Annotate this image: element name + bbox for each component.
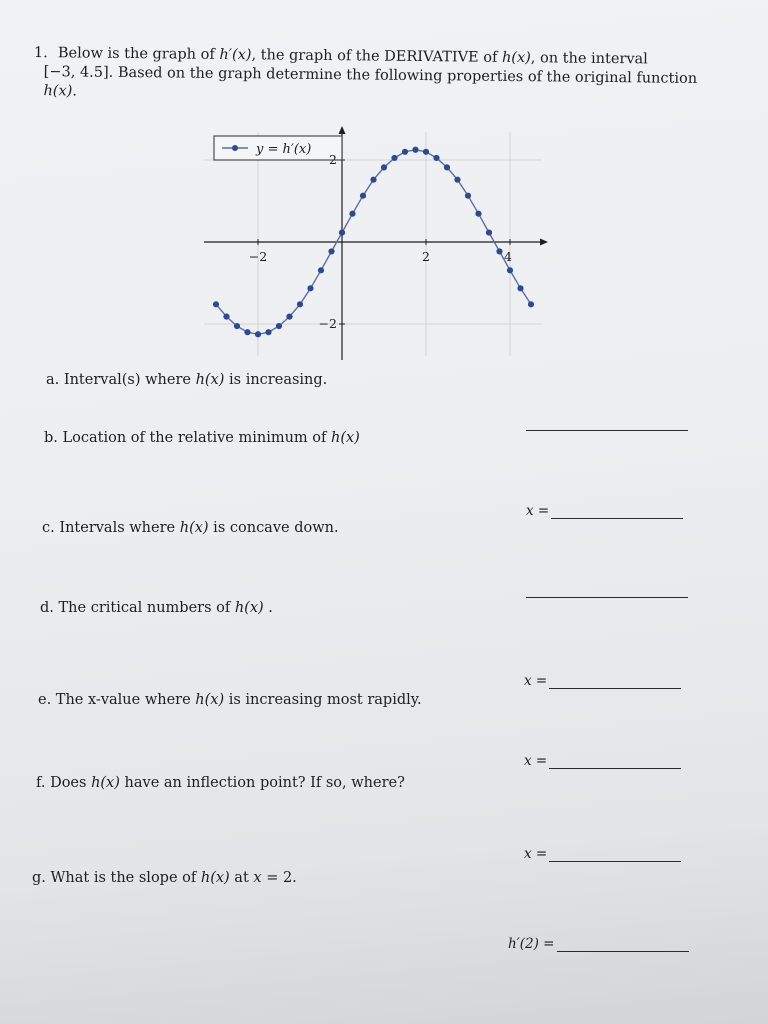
data-point: [496, 248, 502, 254]
derivative-graph: [196, 124, 556, 364]
question-e: e. The x-value where h(x) is increasing most rapidly.: [38, 692, 422, 708]
answer-a: [526, 418, 688, 431]
problem-number: 1.: [33, 44, 48, 62]
data-point: [465, 193, 471, 199]
answer-e: [524, 753, 681, 769]
data-point: [339, 229, 345, 235]
data-point: [318, 267, 324, 273]
data-point: [381, 164, 387, 170]
data-point: [370, 177, 376, 183]
data-point: [486, 229, 492, 235]
tick-label-y-2: 2: [329, 152, 337, 167]
answer-g: [508, 936, 689, 952]
data-point: [328, 248, 334, 254]
data-point: [234, 323, 240, 329]
data-point: [286, 314, 292, 320]
problem-line-3: h(x).: [43, 83, 78, 100]
question-c: c. Intervals where h(x) is concave down.: [42, 520, 339, 536]
tick-label-y-neg2: −2: [318, 316, 337, 331]
axes: [204, 126, 548, 360]
answer-blank-c[interactable]: [526, 585, 688, 598]
answer-d: [524, 673, 681, 689]
grid-lines: [204, 132, 542, 356]
answer-blank-g[interactable]: [557, 939, 689, 952]
legend-label: y = h′(x): [256, 142, 312, 157]
problem-line-1: Below is the graph of h′(x), the graph of the DERIVATIVE of h(x), on the interval: [57, 45, 648, 68]
y-axis-arrow: [339, 126, 346, 134]
data-point: [423, 149, 429, 155]
data-point: [244, 329, 250, 335]
data-point: [276, 323, 282, 329]
answer-blank-a[interactable]: [526, 418, 688, 431]
data-point: [307, 285, 313, 291]
answer-label-b: x =: [526, 503, 550, 519]
data-point: [255, 331, 261, 337]
answer-b: [526, 503, 683, 519]
tick-label-x-2: 2: [422, 249, 430, 264]
data-point: [412, 147, 418, 153]
answer-blank-f[interactable]: [549, 849, 681, 862]
data-point: [528, 301, 534, 307]
data-point: [360, 193, 366, 199]
data-point: [454, 177, 460, 183]
tick-label-x-4: 4: [504, 249, 512, 264]
question-d: d. The critical numbers of h(x) .: [40, 600, 273, 616]
data-point: [433, 155, 439, 161]
data-point: [265, 329, 271, 335]
answer-blank-d[interactable]: [549, 676, 681, 689]
data-point: [349, 211, 355, 217]
data-point: [223, 314, 229, 320]
tick-label-x-neg2: −2: [248, 249, 268, 264]
data-point: [475, 211, 481, 217]
question-f: f. Does h(x) have an inflection point? If so, where?: [36, 775, 405, 791]
answer-blank-b[interactable]: [551, 506, 683, 519]
data-point: [517, 285, 523, 291]
answer-label-d: x =: [524, 673, 548, 689]
question-g: g. What is the slope of h(x) at x = 2.: [32, 870, 297, 886]
data-point: [297, 301, 303, 307]
data-point: [391, 155, 397, 161]
answer-label-e: x =: [524, 753, 548, 769]
data-point: [444, 164, 450, 170]
question-b: b. Location of the relative minimum of h(x): [44, 430, 360, 446]
answer-label-f: x =: [524, 846, 548, 862]
data-point: [402, 149, 408, 155]
answer-blank-e[interactable]: [549, 756, 681, 769]
question-a: a. Interval(s) where h(x) is increasing.: [46, 372, 328, 388]
answer-c: [526, 585, 688, 598]
legend: [214, 136, 342, 160]
answer-f: [524, 846, 681, 862]
x-axis-arrow: [540, 239, 548, 246]
problem-statement: [33, 44, 698, 108]
data-point: [507, 267, 513, 273]
data-point: [213, 301, 219, 307]
answer-label-g: h′(2) =: [508, 936, 555, 952]
problem-line-2: [−3, 4.5]. Based on the graph determine the following properties of the original function: [43, 64, 698, 87]
